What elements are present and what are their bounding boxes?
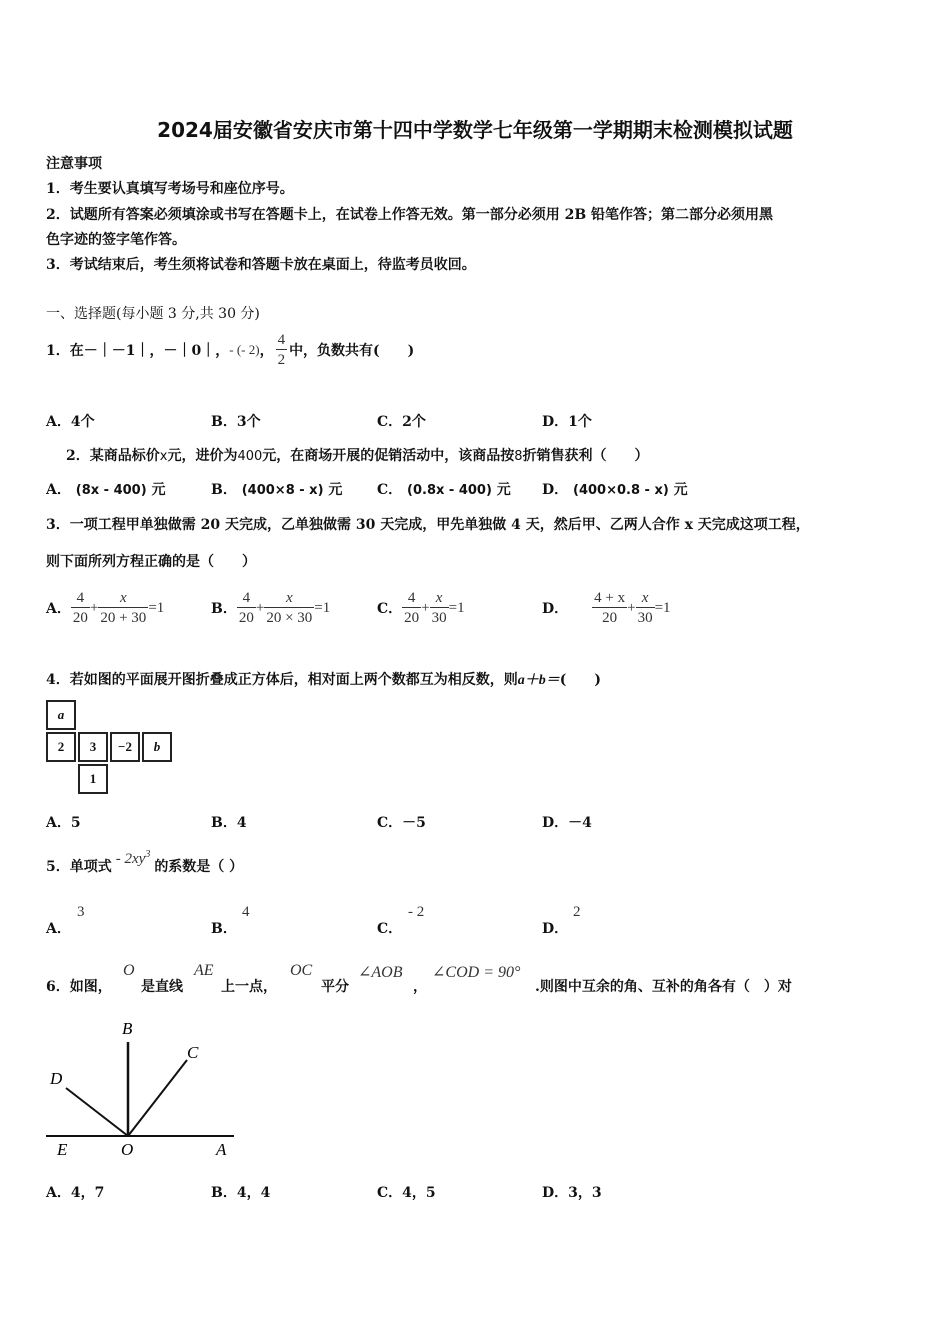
- q6-text-4: 平分: [321, 979, 349, 995]
- ray-od: [66, 1088, 128, 1136]
- label-c: C: [187, 1043, 199, 1062]
- q1-suffix: 中，负数共有( ): [289, 343, 415, 359]
- q4-option-c: C．－5: [377, 815, 426, 831]
- cube-net: [46, 700, 178, 796]
- ray-oc: [128, 1060, 187, 1136]
- q1-sep: ，: [259, 343, 274, 359]
- q1-fraction: [276, 331, 288, 370]
- question-4: 4．若如图的平面展开图折叠成正方体后，相对面上两个数都互为相反数，则a＋b＝( ): [46, 672, 601, 688]
- q4-expr: a＋b＝: [517, 673, 560, 688]
- q5-value-c: - 2: [408, 904, 425, 920]
- question-2: [66, 445, 649, 465]
- q5-label-c: C．: [377, 921, 403, 937]
- q1-prefix: 1．在－｜－1｜，－｜0｜，: [46, 343, 230, 359]
- q5-monomial: - $2xy^3$: [115, 848, 151, 867]
- net-cell-a: a: [46, 700, 76, 730]
- q5-label-b: B．: [211, 921, 237, 937]
- q6-option-c: C．4，5: [377, 1185, 436, 1201]
- q2-n8: 8: [514, 449, 523, 464]
- notes-heading: 注意事项: [46, 156, 102, 172]
- q2-text-3: 元，在商场开展的促销活动中，该商品按: [262, 448, 515, 464]
- q2-text-2: 元，进价为: [167, 448, 238, 464]
- label-e: E: [57, 1140, 68, 1159]
- q6-text-2: 是直线: [141, 979, 183, 995]
- q6-text-5: ，: [413, 979, 427, 995]
- q1-option-d: D．1个: [542, 414, 592, 430]
- q3-option-c: C． $\frac{4}{20}$ + $\frac{x}{30}$ =1: [377, 589, 465, 626]
- q3-option-d: D． $\frac{4 + x}{20}$ + $\frac{x}{30}$ =1: [542, 589, 671, 626]
- q2-text-4: 折销售获利（ ）: [522, 448, 649, 464]
- net-cell-neg2: −2: [110, 732, 140, 762]
- q2-option-b: B． (400×8 - x) 元: [211, 482, 343, 498]
- q1-option-c: C．2个: [377, 414, 426, 430]
- note-item-2: 2．试题所有答案必须填涂或书写在答题卡上，在试卷上作答无效。第一部分必须用 2B 铅笔作答；第二部分必须用黑: [46, 207, 774, 223]
- note-item-1: 1．考生要认真填写考场号和座位序号。: [46, 181, 294, 197]
- q2-n400: 400: [237, 449, 263, 464]
- q3-option-b: B． $\frac{4}{20}$ + $\frac{x}{20 \times 30}$ =1: [211, 589, 331, 626]
- q6-angle-aob: ∠AOB: [358, 964, 403, 981]
- page-title: 2024届安徽省安庆市第十四中学数学七年级第一学期期末检测模拟试题: [157, 118, 793, 142]
- q2-option-a: A． (8x - 400) 元: [46, 482, 166, 498]
- net-cell-2: 2: [46, 732, 76, 762]
- q6-angle-cod: ∠COD = 90°: [432, 964, 521, 981]
- q1-expr: - (- 2): [229, 342, 260, 357]
- q5-value-d: 2: [573, 904, 581, 920]
- q3-line-2: 则下面所列方程正确的是（ ）: [46, 554, 256, 570]
- note-item-3: 3．考试结束后，考生须将试卷和答题卡放在桌面上，待监考员收回。: [46, 257, 476, 273]
- q2-option-c: C． (0.8x - 400) 元: [377, 482, 511, 498]
- q5-value-b: 4: [242, 904, 250, 920]
- q6-O: O: [123, 962, 135, 979]
- q3-option-a: A． $\frac{4}{20}$ + $\frac{x}{20 + 30}$ =1: [46, 589, 165, 626]
- q4-option-a: A．5: [46, 815, 81, 831]
- q5-label-d: D．: [542, 921, 569, 937]
- q2-text-1: 2．某商品标价: [66, 448, 160, 464]
- net-cell-1: 1: [78, 764, 108, 794]
- q6-option-a: A．4，7: [46, 1185, 105, 1201]
- q2-option-d: D． (400×0.8 - x) 元: [542, 482, 688, 498]
- q6-AE: AE: [194, 962, 214, 979]
- question-1: [46, 329, 414, 371]
- q6-figure: [44, 1016, 244, 1161]
- q6-option-d: D．3，3: [542, 1185, 602, 1201]
- label-o: O: [121, 1140, 134, 1159]
- q5-label-a: A．: [46, 921, 71, 937]
- label-b: B: [122, 1019, 133, 1038]
- q4-option-d: D．－4: [542, 815, 592, 831]
- q6-text-1: 6．如图，: [46, 979, 112, 995]
- question-5: 5．单项式 - $2xy^3$ 的系数是（ ）: [46, 848, 244, 875]
- q6-text-3: 上一点，: [221, 979, 277, 995]
- section-heading: 一、选择题(每小题 3 分,共 30 分): [46, 306, 260, 322]
- label-d: D: [50, 1069, 63, 1088]
- net-cell-b: b: [142, 732, 172, 762]
- note-item-2-cont: 色字迹的签字笔作答。: [46, 232, 186, 248]
- q4-option-b: B．4: [211, 815, 247, 831]
- q6-OC: OC: [290, 962, 313, 979]
- q6-text-6: .则图中互余的角、互补的角各有（ ）对: [535, 979, 792, 995]
- angle-diagram: [44, 1016, 244, 1161]
- q1-option-b: B．3个: [211, 414, 261, 430]
- q1-option-a: A．4个: [46, 414, 95, 430]
- q3-line-1: 3．一项工程甲单独做需 20 天完成，乙单独做需 30 天完成，甲先单独做 4 天，然后甲、乙两人合作 x 天完成这项工程，: [46, 517, 810, 533]
- q5-value-a: 3: [77, 904, 85, 920]
- label-a: A: [216, 1140, 227, 1159]
- q1-frac-num: 4: [277, 331, 286, 348]
- q6-option-b: B．4，4: [211, 1185, 271, 1201]
- net-cell-3: 3: [78, 732, 108, 762]
- q2-var: x: [159, 449, 168, 464]
- q1-frac-den: 2: [277, 351, 286, 368]
